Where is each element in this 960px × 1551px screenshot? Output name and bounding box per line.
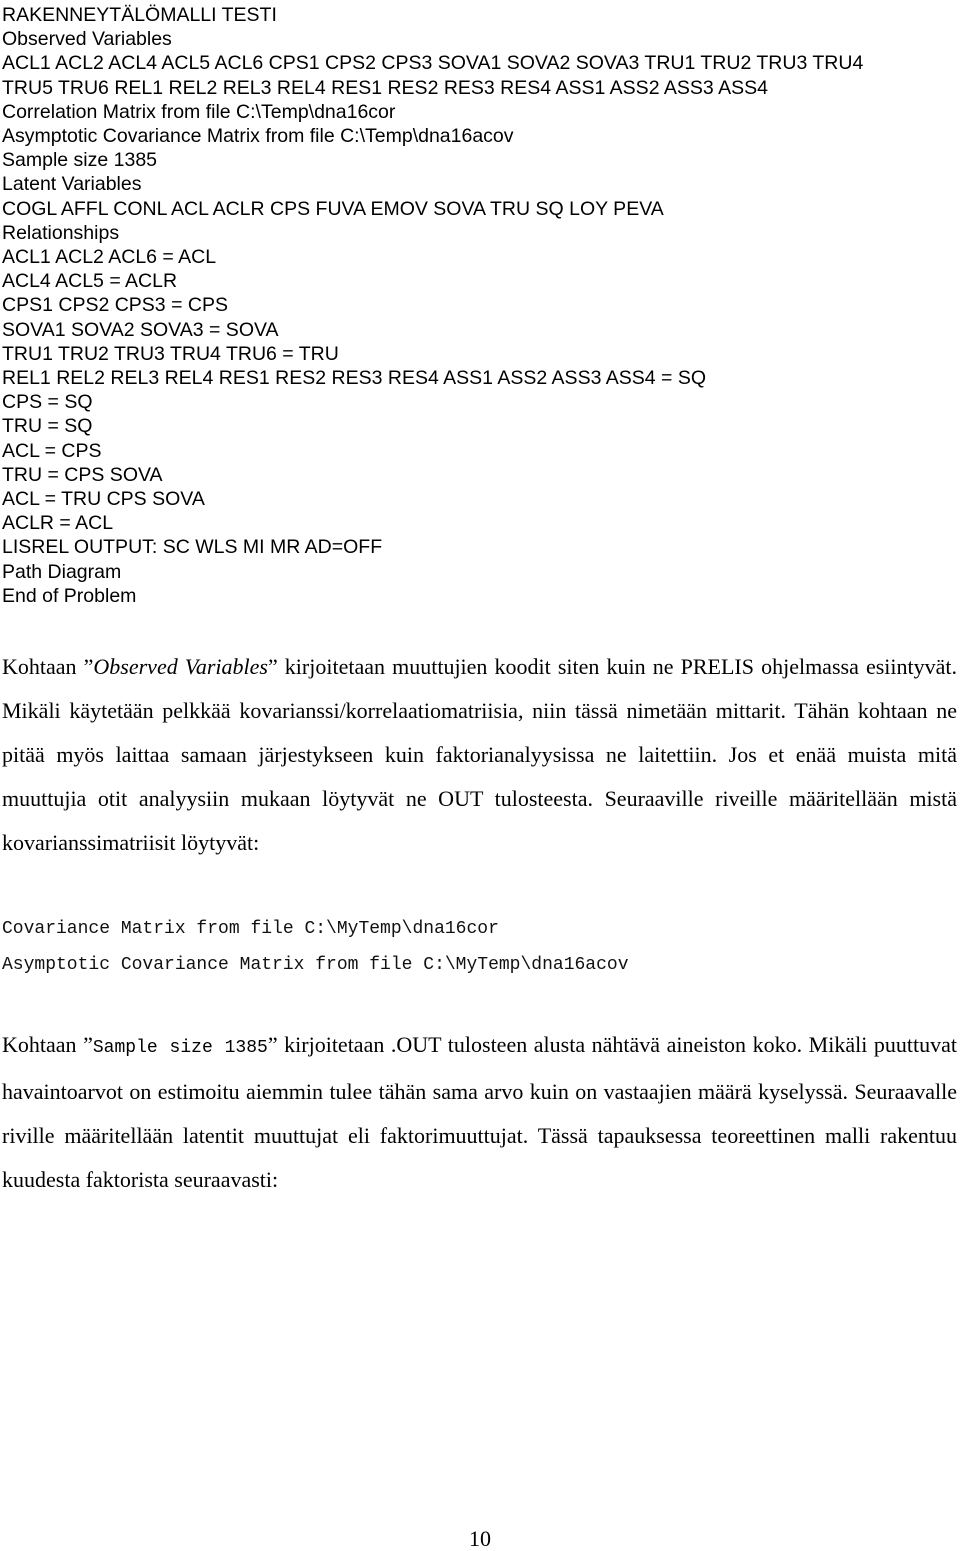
- syntax-line: REL1 REL2 REL3 REL4 RES1 RES2 RES3 RES4 ASS1 ASS2 ASS3 ASS4 = SQ: [2, 367, 707, 390]
- syntax-line: ACL = TRU CPS SOVA: [2, 488, 205, 511]
- syntax-line: TRU = SQ: [2, 415, 93, 438]
- syntax-line: LISREL OUTPUT: SC WLS MI MR AD=OFF: [2, 536, 383, 559]
- covariance-file-line: Asymptotic Covariance Matrix from file C:\MyTemp\dna16acov: [2, 955, 629, 975]
- explanation-paragraph-2: [2, 1023, 957, 1202]
- syntax-line: TRU5 TRU6 REL1 REL2 REL3 REL4 RES1 RES2 RES3 RES4 ASS1 ASS2 ASS3 ASS4: [2, 76, 768, 99]
- syntax-line: TRU1 TRU2 TRU3 TRU4 TRU6 = TRU: [2, 342, 339, 365]
- syntax-line: COGL AFFL CONL ACL ACLR CPS FUVA EMOV SOVA TRU SQ LOY PEVA: [2, 197, 664, 220]
- syntax-line: CPS1 CPS2 CPS3 = CPS: [2, 294, 228, 317]
- paragraph-text: ” kirjoitetaan muuttujien koodit siten kuin ne PRELIS ohjelmassa esiintyvät. Mikäli käytetään pelkkää kovarianssi/korrelaatiomatriisia, niin tässä nimetään mittarit. Tähän kohtaan ne pitää myös laittaa samaan järjestykseen kuin faktorianalyysissa ne laitettiin. Jos et enää muista mitä muuttujia otit analyysiin mukaan löytyvät ne OUT tulosteesta. Seuraaville riveille määritellään mistä kovarianssimatriisit löytyvät:: [2, 654, 957, 855]
- syntax-line: SOVA1 SOVA2 SOVA3 = SOVA: [2, 318, 279, 341]
- paragraph-text: ” kirjoitetaan .OUT tulosteen alusta nähtävä aineiston koko. Mikäli puuttuvat havaintoarvot on estimoitu aiemmin tulee tähän sama arvo kuin on vastaajien määrä kyselyssä. Seuraavalle riville määritellään latentit muuttujat eli faktorimuuttujat. Tässä tapauksessa teoreettinen malli rakentuu kuudesta faktorista seuraavasti:: [2, 1032, 958, 1192]
- syntax-line: Observed Variables: [2, 28, 172, 51]
- syntax-line: ACL1 ACL2 ACL4 ACL5 ACL6 CPS1 CPS2 CPS3 SOVA1 SOVA2 SOVA3 TRU1 TRU2 TRU3 TRU4: [2, 52, 864, 75]
- syntax-line: Sample size 1385: [2, 149, 158, 172]
- syntax-title: RAKENNEYTÄLÖMALLI TESTI: [2, 4, 277, 26]
- syntax-line: Path Diagram: [2, 560, 122, 583]
- syntax-line: ACL4 ACL5 = ACLR: [2, 270, 178, 293]
- explanation-paragraph-1: [2, 645, 957, 865]
- syntax-line: TRU = CPS SOVA: [2, 463, 163, 486]
- covariance-file-line: Covariance Matrix from file C:\MyTemp\dna16cor: [2, 919, 499, 939]
- italic-term: Observed Variables: [93, 654, 268, 679]
- syntax-line: Asymptotic Covariance Matrix from file C:\Temp\dna16acov: [2, 125, 514, 148]
- paragraph-text: Kohtaan ”: [2, 1032, 93, 1057]
- syntax-line: Latent Variables: [2, 173, 142, 196]
- page-number: 10: [469, 1526, 491, 1551]
- syntax-line: Relationships: [2, 221, 120, 244]
- syntax-line: End of Problem: [2, 584, 137, 607]
- inline-code: Sample size 1385: [92, 1038, 268, 1058]
- syntax-line: ACL1 ACL2 ACL6 = ACL: [2, 246, 217, 269]
- syntax-line: Correlation Matrix from file C:\Temp\dna16cor: [2, 100, 396, 123]
- paragraph-text: Kohtaan ”: [2, 654, 94, 679]
- syntax-line: ACL = CPS: [2, 439, 102, 462]
- lisrel-syntax-block: [2, 3, 952, 608]
- covariance-file-block: [2, 911, 952, 983]
- syntax-line: ACLR = ACL: [2, 512, 114, 535]
- syntax-line: CPS = SQ: [2, 391, 93, 414]
